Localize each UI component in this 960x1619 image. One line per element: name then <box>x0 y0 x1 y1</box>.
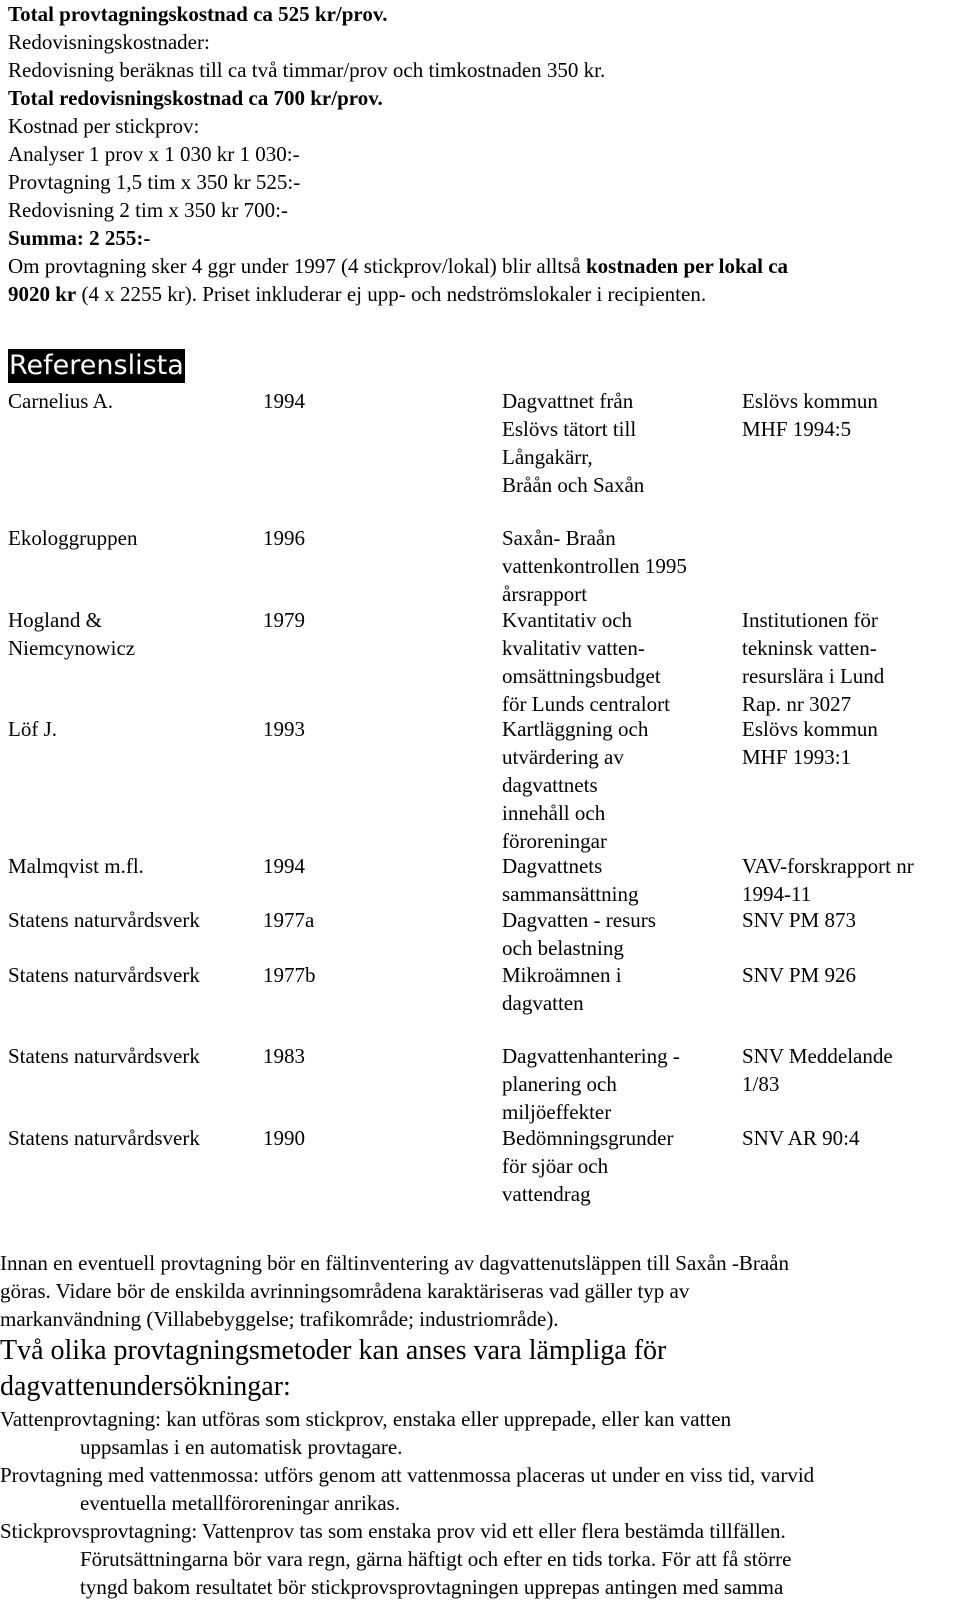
references-table <box>8 387 956 1207</box>
reference-title-line: Eslövs tätort till <box>502 417 637 441</box>
reference-title-line: Långakärr, <box>502 445 593 469</box>
reference-publisher-line: Eslövs kommun <box>742 389 878 413</box>
total-provtagning: Total provtagningskostnad ca 525 kr/prov. <box>8 2 388 26</box>
reference-title-line: Bråån och Saxån <box>502 473 645 497</box>
redovisning-heading: Redovisningskostnader: <box>8 30 210 54</box>
references-heading-wrap <box>8 349 956 387</box>
references-heading: Referenslista <box>9 350 184 381</box>
reference-title <box>502 387 644 499</box>
reference-author <box>8 852 144 880</box>
reference-title <box>502 1042 680 1126</box>
reference-publisher-line: SNV PM 873 <box>742 908 856 932</box>
reference-publisher-line: SNV Meddelande <box>742 1044 893 1068</box>
reference-title-line: Dagvattnets <box>502 854 603 878</box>
reference-publisher <box>742 1042 893 1098</box>
reference-publisher-line: Eslövs kommun <box>742 717 878 741</box>
reference-title-line: för sjöar och <box>502 1154 609 1178</box>
reference-title <box>502 1124 673 1208</box>
reference-title-line: Dagvatten - resurs <box>502 908 656 932</box>
reference-author <box>8 387 113 415</box>
reference-title <box>502 852 638 908</box>
reference-title-line: miljöeffekter <box>502 1100 612 1124</box>
reference-publisher <box>742 1124 859 1152</box>
reference-author-line: Löf J. <box>8 717 57 741</box>
reference-title-line: Mikroämnen i <box>502 963 622 987</box>
reference-title-line: och belastning <box>502 936 624 960</box>
cost-provtagning: Provtagning 1,5 tim x 350 kr 525:- <box>8 170 301 194</box>
reference-publisher <box>742 906 856 934</box>
reference-title-line: kvalitativ vatten- <box>502 636 645 660</box>
method-item <box>0 1405 948 1461</box>
reference-title-line: Kartläggning och <box>502 717 649 741</box>
reference-publisher-line: 1994-11 <box>742 882 812 906</box>
reference-publisher <box>742 961 856 989</box>
document-page <box>8 0 956 1207</box>
reference-title-line: dagvatten <box>502 991 584 1015</box>
reference-title-line: vattendrag <box>502 1182 591 1206</box>
cost-summa: Summa: 2 255:- <box>8 226 151 250</box>
cost-analyser: Analyser 1 prov x 1 030 kr 1 030:- <box>8 142 300 166</box>
reference-year: 1983 <box>263 1044 305 1068</box>
reference-publisher-line: MHF 1993:1 <box>742 745 852 769</box>
reference-title-line: dagvattnets <box>502 773 598 797</box>
reference-title <box>502 606 670 718</box>
summary-part2: (4 x 2255 kr). Priset inkluderar ej upp- och nedströmslokaler i recipienten. <box>76 282 707 306</box>
reference-author-line: Statens naturvårdsverk <box>8 1044 200 1068</box>
reference-publisher-line: Institutionen för <box>742 608 878 632</box>
reference-title-line: innehåll och <box>502 801 606 825</box>
reference-title <box>502 961 622 1017</box>
reference-publisher-line: SNV AR 90:4 <box>742 1126 860 1150</box>
method-first-line: Vattenprovtagning: kan utföras som stickprov, enstaka eller upprepade, eller kan vatten <box>0 1407 732 1431</box>
reference-publisher <box>742 852 914 908</box>
summary-part1: Om provtagning sker 4 ggr under 1997 (4 stickprov/lokal) blir alltså <box>8 254 586 278</box>
cost-redovisning: Redovisning 2 tim x 350 kr 700:- <box>8 198 288 222</box>
reference-year: 1990 <box>263 1126 305 1150</box>
reference-year: 1996 <box>263 526 305 550</box>
reference-title <box>502 715 648 855</box>
reference-author <box>8 906 200 934</box>
reference-publisher-line: 1/83 <box>742 1072 780 1096</box>
reference-author-line: Hogland & <box>8 608 102 632</box>
methods-heading-2: dagvattenundersökningar: <box>0 1371 291 1402</box>
reference-publisher-line: SNV PM 926 <box>742 963 856 987</box>
reference-title-line: planering och <box>502 1072 617 1096</box>
reference-title-line: vattenkontrollen 1995 <box>502 554 687 578</box>
reference-title-line: för Lunds centralort <box>502 692 670 716</box>
reference-author-line: Statens naturvårdsverk <box>8 963 200 987</box>
method-continuation-line: Förutsättningarna bör vara regn, gärna häftigt och efter en tids torka. För att få större <box>80 1547 792 1571</box>
reference-author <box>8 524 137 552</box>
reference-title-line: föroreningar <box>502 829 607 853</box>
reference-publisher <box>742 387 878 443</box>
method-first-line: Provtagning med vattenmossa: utförs genom att vattenmossa placeras ut under en viss tid, varvid <box>0 1463 815 1487</box>
summary-bold1: kostnaden per lokal ca <box>585 254 789 278</box>
reference-publisher-line: resurslära i Lund <box>742 664 885 688</box>
cost-summary <box>8 252 956 308</box>
reference-author-line: Statens naturvårdsverk <box>8 908 200 932</box>
reference-title-line: Kvantitativ och <box>502 608 633 632</box>
reference-author-line: Malmqvist m.fl. <box>8 854 144 878</box>
reference-author <box>8 961 200 989</box>
method-first-line: Stickprovsprovtagning: Vattenprov tas som enstaka prov vid ett eller flera bestämda tillfällen. <box>0 1519 786 1543</box>
intro-line-3: markanvändning (Villabebyggelse; trafikområde; industriområde). <box>0 1307 559 1331</box>
summary-bold2: 9020 kr <box>8 282 77 306</box>
reference-author <box>8 1042 200 1070</box>
method-continuation-line: tyngd bakom resultatet bör stickprovsprovtagningen upprepas antingen med samma <box>80 1575 784 1599</box>
reference-author <box>8 606 135 662</box>
reference-year: 1977b <box>263 963 316 987</box>
reference-title <box>502 906 656 962</box>
reference-title-line: utvärdering av <box>502 745 624 769</box>
reference-publisher-line: tekninsk vatten- <box>742 636 877 660</box>
reference-year: 1977a <box>263 908 315 932</box>
reference-author-line: Statens naturvårdsverk <box>8 1126 200 1150</box>
reference-title <box>502 524 687 608</box>
reference-title-line: årsrapport <box>502 582 588 606</box>
reference-publisher <box>742 606 884 718</box>
reference-author <box>8 1124 200 1152</box>
methods-heading-1: Två olika provtagningsmetoder kan anses vara lämpliga för <box>0 1335 667 1366</box>
intro-line-2: göras. Vidare bör de enskilda avrinningsområdena karaktäriseras vad gäller typ av <box>0 1279 690 1303</box>
reference-title-line: Bedömningsgrunder <box>502 1126 674 1150</box>
method-item <box>0 1517 948 1601</box>
reference-publisher <box>742 715 878 771</box>
method-continuation-line: eventuella metallföroreningar anrikas. <box>80 1491 401 1515</box>
reference-publisher-line: VAV-forskrapport nr <box>742 854 914 878</box>
reference-title-line: Dagvattnet från <box>502 389 634 413</box>
reference-publisher-line: MHF 1994:5 <box>742 417 852 441</box>
reference-year: 1979 <box>263 608 305 632</box>
reference-author-line: Ekologgruppen <box>8 526 138 550</box>
reference-author-line: Niemcynowicz <box>8 636 136 660</box>
reference-title-line: Saxån- Braån <box>502 526 616 550</box>
reference-author-line: Carnelius A. <box>8 389 113 413</box>
method-item <box>0 1461 948 1517</box>
intro-line-1: Innan en eventuell provtagning bör en fältinventering av dagvattenutsläppen till Saxån -Braån <box>0 1251 789 1275</box>
reference-publisher-line: Rap. nr 3027 <box>742 692 852 716</box>
reference-title-line: sammansättning <box>502 882 639 906</box>
reference-author <box>8 715 57 743</box>
total-redovisning: Total redovisningskostnad ca 700 kr/prov. <box>8 86 383 110</box>
intro-section <box>0 1249 948 1601</box>
methods-list <box>0 1405 948 1601</box>
redovisning-text: Redovisning beräknas till ca två timmar/prov och timkostnaden 350 kr. <box>8 58 606 82</box>
reference-year: 1993 <box>263 717 305 741</box>
per-stickprov-heading: Kostnad per stickprov: <box>8 114 200 138</box>
reference-title-line: Dagvattenhantering - <box>502 1044 680 1068</box>
reference-title-line: omsättningsbudget <box>502 664 661 688</box>
reference-year: 1994 <box>263 389 305 413</box>
reference-year: 1994 <box>263 854 305 878</box>
method-continuation-line: uppsamlas i en automatisk provtagare. <box>80 1435 403 1459</box>
